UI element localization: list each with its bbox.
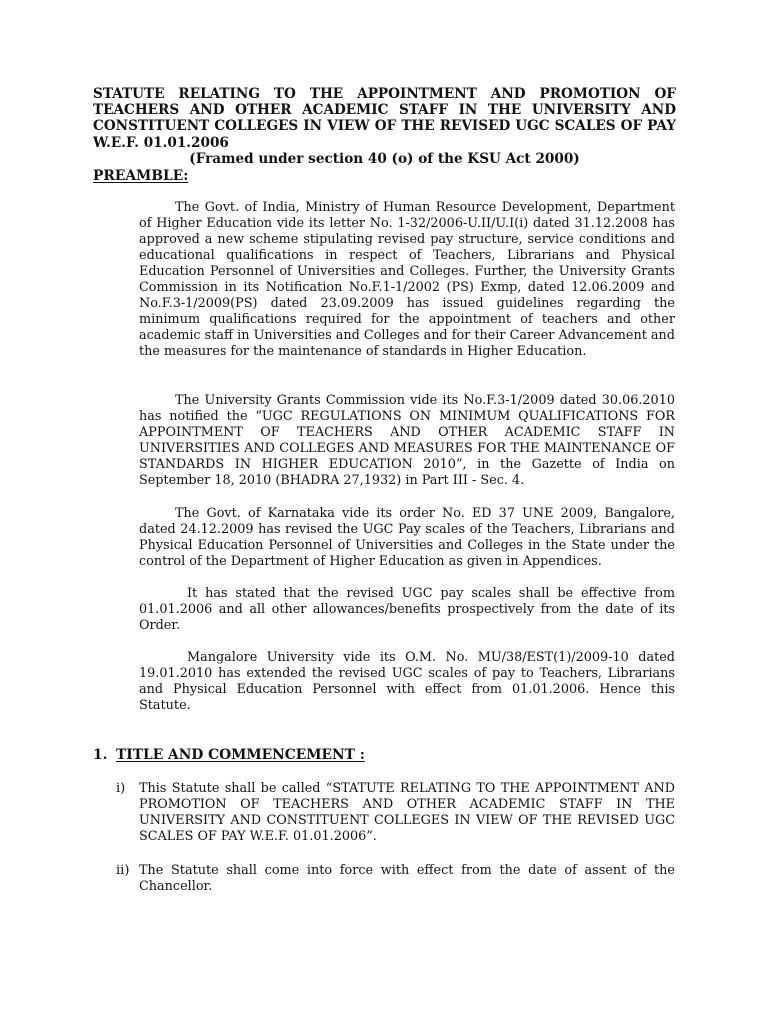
item-marker-ii: ii) (116, 863, 130, 878)
preamble-heading: PREAMBLE: (93, 168, 189, 184)
document-title (93, 86, 676, 167)
preamble-paragraph-1: The Govt. of India, Ministry of Human Resource Development, Department of Higher Education vide its letter No. 1-32/2006-U.II/U.I(i) dated 31.12.2008 has approved a new scheme stipulating revised pay structure, service conditions and educational qualifications in respect of Teachers, Librarians and Physical Education Personnel of Universities and Colleges. Further, the University Grants Commission in its Notification No.F.1-1/2002 (PS) Exmp, dated 12.06.2009 and No.F.3-1/2009(PS) dated 23.09.2009 has issued guidelines regarding the minimum qualifications required for the appointment of teachers and other academic staff in Universities and Colleges and for their Career Advancement and the measures for the maintenance of standards in Higher Education. (139, 200, 675, 359)
section-heading: TITLE AND COMMENCEMENT : (116, 747, 365, 763)
section-number: 1. (93, 747, 108, 763)
document-title-main: STATUTE RELATING TO THE APPOINTMENT AND PROMOTION OF TEACHERS AND OTHER ACADEMIC STAFF IN THE UNIVERSITY AND CONSTITUENT COLLEGES IN VIEW OF THE REVISED UGC SCALES OF PAY W.E.F. 01.01.2006 (93, 86, 676, 151)
item-marker-i: i) (116, 781, 126, 796)
preamble-paragraph-2: The University Grants Commission vide its No.F.3-1/2009 dated 30.06.2010 has notified the “UGC REGULATIONS ON MINIMUM QUALIFICATIONS FOR APPOINTMENT OF TEACHERS AND OTHER ACADEMIC STAFF IN UNIVERSITIES AND COLLEGES AND MEASURES FOR THE MAINTENANCE OF STANDARDS IN HIGHER EDUCATION 2010”, in the Gazette of India on September 18, 2010 (BHADRA 27,1932) in Part III - Sec. 4. (139, 393, 675, 488)
preamble-paragraph-5: Mangalore University vide its O.M. No. MU/38/EST(1)/2009-10 dated 19.01.2010 has extended the revised UGC scales of pay to Teachers, Librarians and Physical Education Personnel with effect from 01.01.2006. Hence this Statute. (139, 650, 675, 713)
section-item-i: This Statute shall be called “STATUTE RELATING TO THE APPOINTMENT AND PROMOTION OF TEACHERS AND OTHER ACADEMIC STAFF IN THE UNIVERSITY AND CONSTITUENT COLLEGES IN VIEW OF THE REVISED UGC SCALES OF PAY W.E.F. 01.01.2006”. (139, 781, 675, 844)
preamble-paragraph-4: It has stated that the revised UGC pay scales shall be effective from 01.01.2006 and all other allowances/benefits prospectively from the date of its Order. (139, 586, 675, 633)
section-item-ii: The Statute shall come into force with effect from the date of assent of the Chancellor. (139, 863, 675, 894)
document-subtitle: (Framed under section 40 (o) of the KSU Act 2000) (189, 150, 580, 167)
preamble-paragraph-3: The Govt. of Karnataka vide its order No. ED 37 UNE 2009, Bangalore, dated 24.12.2009 has revised the UGC Pay scales of the Teachers, Librarians and Physical Education Personnel of Universities and Colleges in the State under the control of the Department of Higher Education as given in Appendices. (139, 506, 675, 569)
